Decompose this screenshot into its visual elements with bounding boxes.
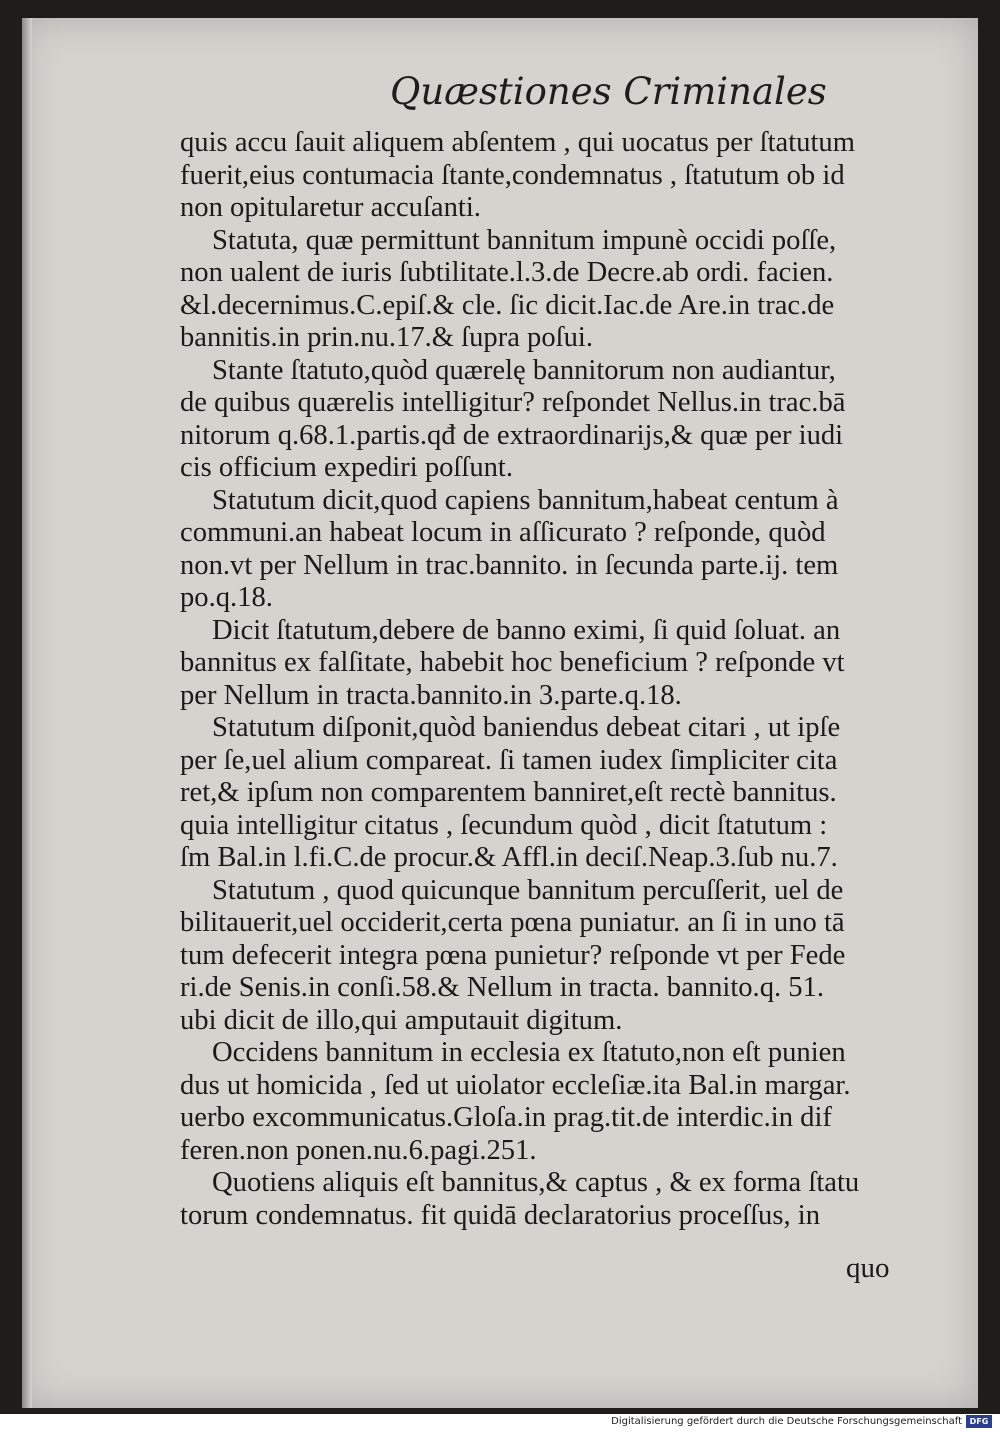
running-header: Quæstiones Criminales xyxy=(390,70,827,113)
text-line: communi.an habeat locum in aſſicurato ? reſponde, quòd xyxy=(180,517,826,548)
text-line: torum condemnatus. fit quidā declaratorius proceſſus, in xyxy=(180,1199,821,1231)
text-line: &l.decernimus.C.epiſ.& cle. ſic dicit.Iac.de Are.in trac.de xyxy=(180,289,835,321)
text-line: po.q.18. xyxy=(180,582,273,613)
text-line: Quotiens aliquis eſt bannitus,& captus , & ex forma ſtatu xyxy=(212,1167,860,1198)
page-gutter-shadow xyxy=(22,18,32,1408)
text-line: tum defecerit integra pœna punietur? reſponde vt per Fede xyxy=(180,939,846,971)
text-line: Statutum dicit,quod capiens bannitum,habeat centum à xyxy=(212,484,839,516)
text-line: non ualent de iuris ſubtilitate.l.3.de Decre.ab ordi. facien. xyxy=(180,257,834,288)
text-line: bannitus ex falſitate, habebit hoc beneficium ? reſponde vt xyxy=(180,647,845,678)
text-line: de quibus quærelis intelligitur? reſpondet Nellus.in trac.bā xyxy=(180,387,846,418)
text-line: non.vt per Nellum in trac.bannito. in ſecunda parte.ij. tem xyxy=(180,549,839,581)
text-line: quis accu ſauit aliquem abſentem , qui uocatus per ſtatutum xyxy=(180,127,855,158)
text-line: ubi dicit de illo,qui amputauit digitum. xyxy=(180,1004,623,1036)
digitization-credit: Digitalisierung gefördert durch die Deutsche Forschungsgemeinschaft xyxy=(611,1416,962,1427)
text-line: Occidens bannitum in ecclesia ex ſtatuto,non eſt punien xyxy=(212,1037,846,1068)
text-line: cis officium expediri poſſunt. xyxy=(180,452,514,483)
text-line: ret,& ipſum non comparentem banniret,eſt rectè bannitus. xyxy=(180,777,837,808)
text-line: Dicit ſtatutum,debere de banno eximi, ſi quid ſoluat. an xyxy=(212,614,841,646)
text-line: per ſe,uel alium compareat. ſi tamen iudex ſimpliciter cita xyxy=(180,744,838,776)
text-line: uerbo excommunicatus.Gloſa.in prag.tit.de interdic.in dif xyxy=(180,1102,832,1133)
text-line: nitorum q.68.1.partis.qđ de extraordinarijs,& quæ per iudi xyxy=(180,419,844,451)
text-line: per Nellum in tracta.bannito.in 3.parte.q.18. xyxy=(180,679,682,711)
catchword: quo xyxy=(846,1252,890,1284)
text-line: ri.de Senis.in conſi.58.& Nellum in tracta. bannito.q. 51. xyxy=(180,972,825,1003)
text-line: dus ut homicida , ſed ut uiolator eccleſiæ.ita Bal.in margar. xyxy=(180,1069,851,1101)
text-line: ſm Bal.in l.fi.C.de procur.& Affl.in deciſ.Neap.3.ſub nu.7. xyxy=(180,842,838,873)
body-text xyxy=(180,127,940,1232)
text-line: Statutum , quod quicunque bannitum percuſſerit, uel de xyxy=(212,874,844,906)
dfg-logo: DFG xyxy=(966,1415,992,1428)
text-line: bilitauerit,uel occiderit,certa pœna puniatur. an ſi in uno tā xyxy=(180,907,845,938)
text-line: feren.non ponen.nu.6.pagi.251. xyxy=(180,1134,537,1166)
text-line: fuerit,eius contumacia ſtante,condemnatus , ſtatutum ob id xyxy=(180,159,845,191)
text-line: Statuta, quæ permittunt bannitum impunè occidi poſſe, xyxy=(212,224,837,256)
text-line: Statutum diſponit,quòd baniendus debeat citari , ut ipſe xyxy=(212,712,841,743)
text-line: quia intelligitur citatus , ſecundum quòd , dicit ſtatutum : xyxy=(180,809,828,841)
text-line: Stante ſtatuto,quòd quærelę bannitorum non audiantur, xyxy=(212,354,836,386)
text-line: bannitis.in prin.nu.17.& ſupra poſui. xyxy=(180,322,593,353)
text-line: non opitularetur accuſanti. xyxy=(180,192,481,223)
